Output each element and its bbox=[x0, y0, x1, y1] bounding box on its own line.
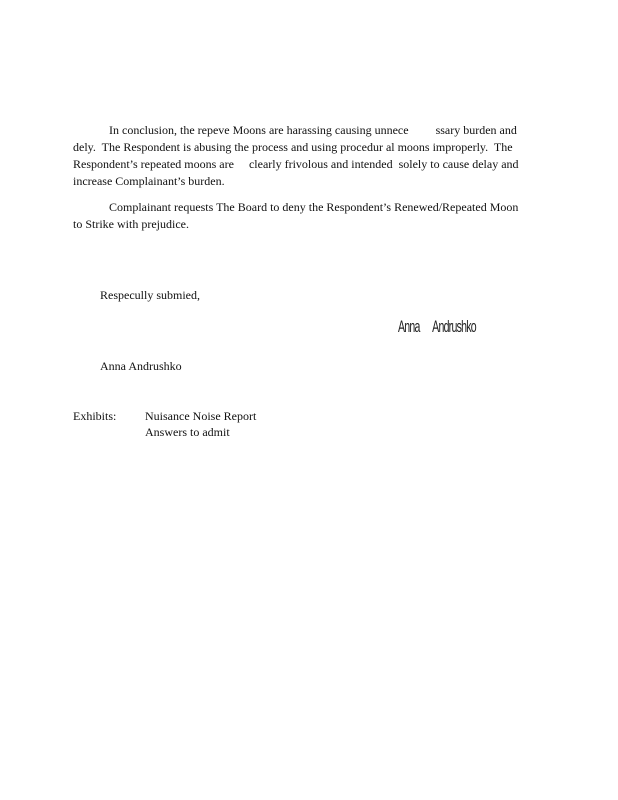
signature: Anna Andrushko bbox=[398, 317, 476, 336]
exhibit-item: Nuisance Noise Report bbox=[145, 409, 257, 423]
exhibits-list bbox=[145, 408, 256, 440]
request-line-2: to Strike with prejudice. bbox=[73, 217, 189, 231]
request-line-1: Complainant requests The Board to deny the Respondent’s Renewed/Repeated Moon bbox=[109, 200, 519, 214]
request-paragraph bbox=[73, 199, 533, 233]
conclusion-line-4: increase Complainant’s burden. bbox=[73, 174, 225, 188]
conclusion-line-1: In conclusion, the repeve Moons are harassing causing unnece ssary burden and bbox=[109, 123, 517, 137]
conclusion-paragraph bbox=[73, 122, 533, 190]
exhibit-item: Answers to admit bbox=[145, 425, 230, 439]
conclusion-line-2: dely. The Respondent is abusing the process and using procedur al moons improperly. The bbox=[73, 140, 513, 154]
exhibits-label: Exhibits: bbox=[73, 409, 117, 423]
conclusion-line-3: Respondent’s repeated moons are clearly frivolous and intended solely to cause delay and bbox=[73, 157, 519, 171]
closing-salutation: Respecully submied, bbox=[100, 288, 200, 302]
signer-name: Anna Andrushko bbox=[100, 359, 182, 373]
